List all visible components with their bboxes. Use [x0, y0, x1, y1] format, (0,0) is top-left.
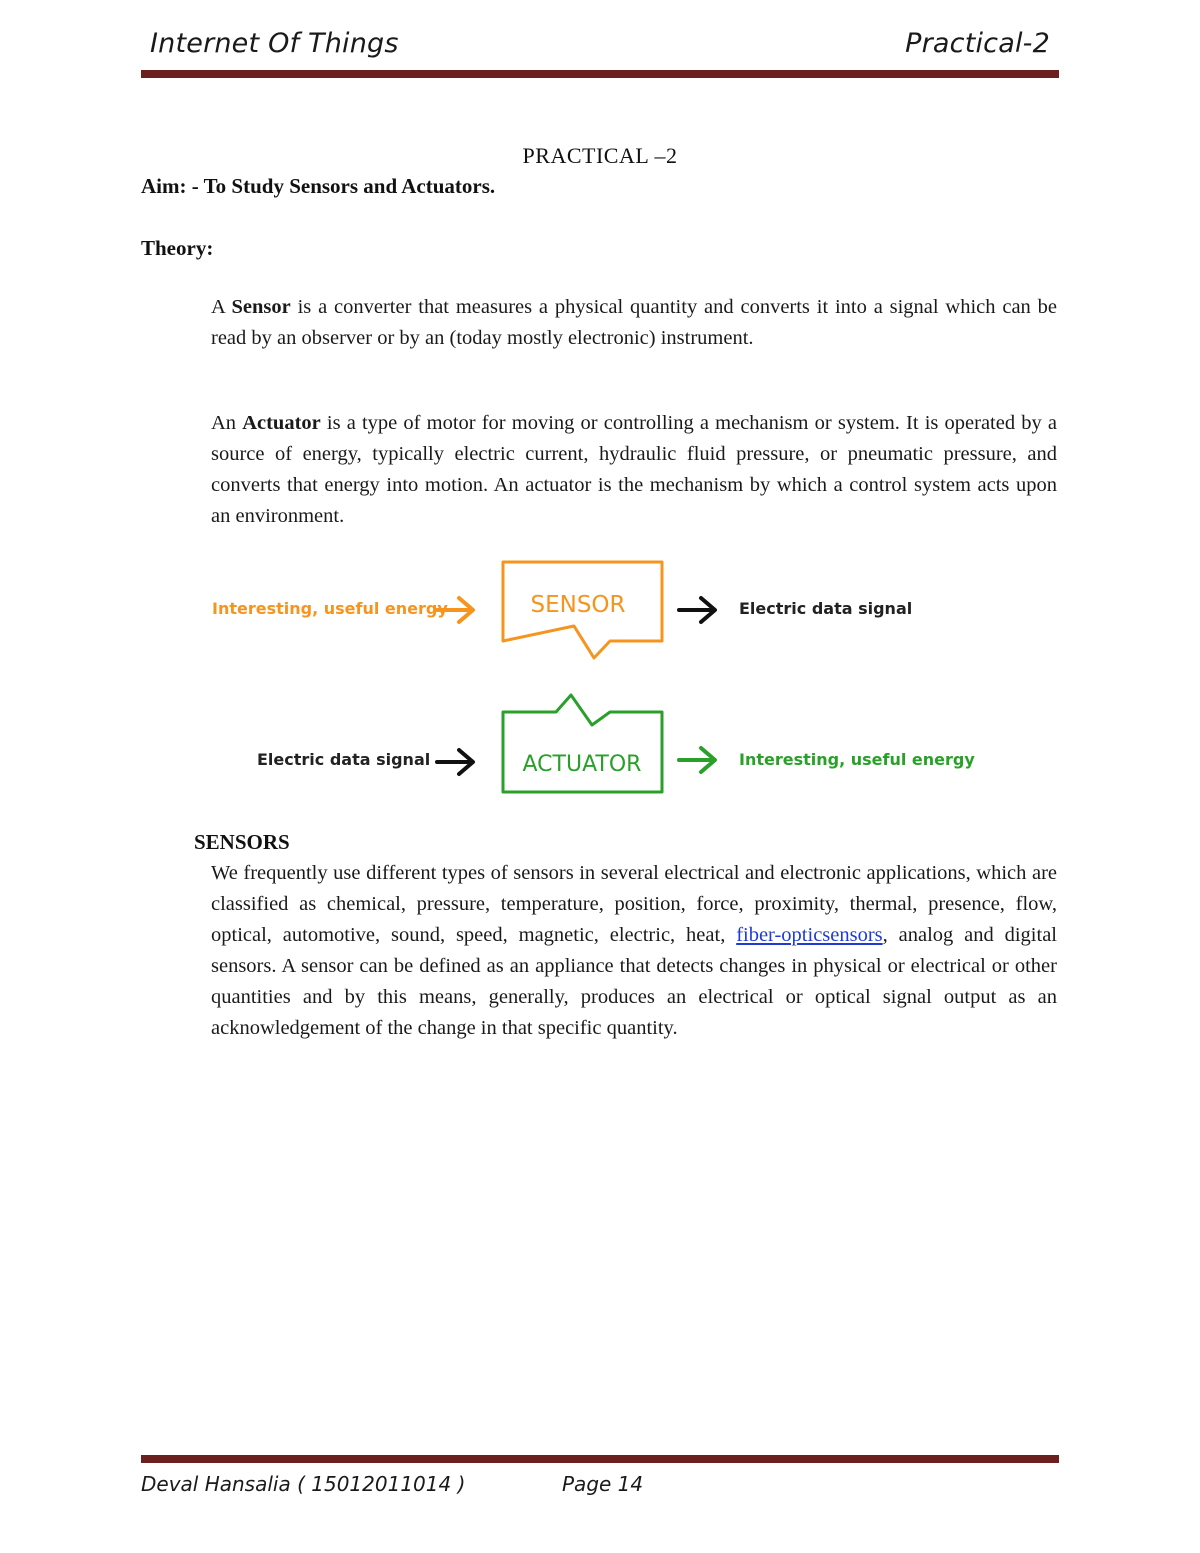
actuator-input-arrow-icon — [437, 750, 473, 774]
footer-author: Deval Hansalia ( 15012011014 ) — [141, 1472, 466, 1496]
actuator-text: is a type of motor for moving or controlling a mechanism or system. It is operated by a source of energy, typically electric current, hydraulic fluid pressure, or pneumatic pressure, and converts that energy into motion. An actuator is the mechanism by which a control system acts upon an environment. — [211, 412, 1057, 527]
sensor-output-label: Electric data signal — [739, 599, 913, 618]
aim-line: Aim: - To Study Sensors and Actuators. — [141, 174, 496, 198]
sensor-input-label: Interesting, useful energy — [212, 599, 448, 618]
actuator-input-label: Electric data signal — [257, 750, 431, 769]
sensor-definition-paragraph — [211, 292, 1057, 354]
sensors-text-after-link: , analog and digital sensors. A sensor can be defined as an appliance that detects changes in physical or electrical or other quantities and by this means, generally, produces an electrical or optical signal output as an acknowledgement of the change in that specific quantity. — [211, 924, 1057, 1039]
fiber-optic-sensors-link[interactable]: fiber-opticsensors — [736, 924, 883, 946]
actuator-term: Actuator — [242, 412, 321, 434]
header-practical-number: Practical-2 — [905, 28, 1050, 59]
actuator-output-arrow-icon — [679, 748, 715, 772]
sensor-term: Sensor — [231, 296, 291, 318]
header-course-title: Internet Of Things — [150, 28, 399, 59]
sensor-prefix: A — [211, 296, 232, 318]
sensors-heading: SENSORS — [194, 830, 290, 854]
sensor-box-label: SENSOR — [530, 592, 626, 618]
actuator-prefix: An — [211, 412, 243, 434]
sensor-text: is a converter that measures a physical quantity and converts it into a signal which can be read by an observer or by an (today mostly electronic) instrument. — [211, 296, 1057, 349]
actuator-output-label: Interesting, useful energy — [739, 750, 975, 769]
theory-heading: Theory: — [141, 236, 214, 260]
header-rule — [141, 70, 1059, 78]
actuator-box — [503, 695, 662, 792]
footer-page-number: Page 14 — [562, 1472, 644, 1496]
actuator-definition-paragraph — [211, 408, 1057, 532]
sensor-output-arrow-icon — [679, 598, 715, 622]
sensor-actuator-diagram — [200, 552, 980, 802]
sensors-text-before-link: We frequently use different types of sensors in several electrical and electronic applications, which are classified as chemical, pressure, temperature, position, force, proximity, thermal, presence, flow, optical, automotive, sound, speed, magnetic, electric, heat, — [211, 862, 1057, 946]
footer-rule — [141, 1455, 1059, 1463]
practical-title: PRACTICAL –2 — [522, 143, 678, 168]
sensors-paragraph — [211, 858, 1057, 1044]
actuator-box-label: ACTUATOR — [522, 752, 642, 777]
